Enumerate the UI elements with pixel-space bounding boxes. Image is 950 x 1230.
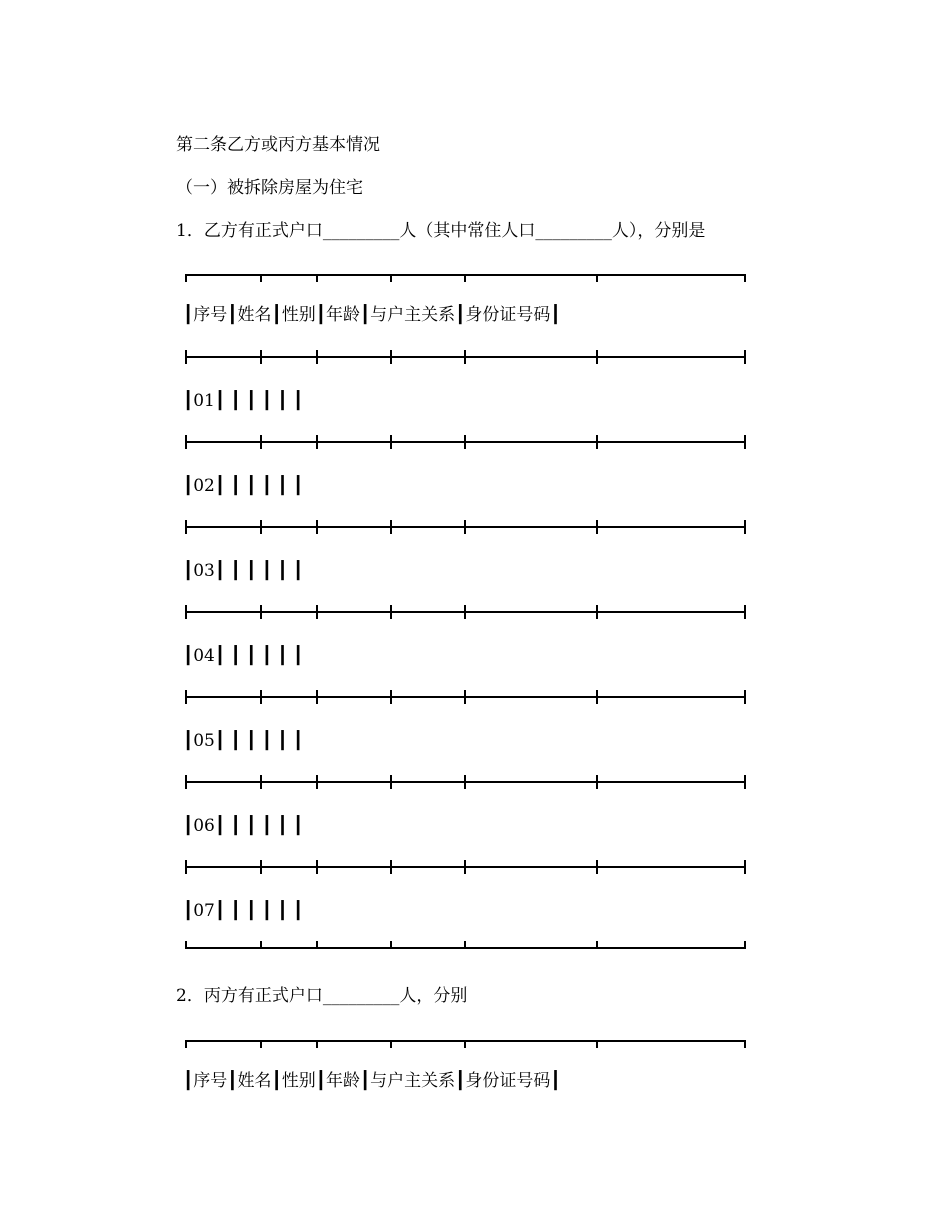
table-column-tick [185,350,187,364]
table-column-tick [390,435,392,449]
table-column-tick [260,941,262,948]
table-column-tick [596,941,598,948]
table-column-tick [390,860,392,874]
table-divider [185,605,746,619]
table-row: ┃07┃ ┃ ┃ ┃ ┃ ┃ [183,901,304,921]
table-column-tick [316,605,318,619]
table-divider [185,350,746,364]
table-column-tick [744,274,746,282]
table-row: ┃01┃ ┃ ┃ ┃ ┃ ┃ [183,391,304,411]
table-row: ┃05┃ ┃ ┃ ┃ ┃ ┃ [183,731,304,751]
table-column-tick [744,690,746,704]
table-column-tick [316,274,318,282]
table-column-tick [316,941,318,948]
table-row: ┃03┃ ┃ ┃ ┃ ┃ ┃ [183,561,304,581]
table-column-tick [596,690,598,704]
table-column-tick [390,520,392,534]
table-column-tick [596,860,598,874]
table-column-tick [390,775,392,789]
table-column-tick [744,350,746,364]
table-column-tick [596,605,598,619]
table-column-tick [464,274,466,282]
table-column-tick [744,1040,746,1048]
table-column-tick [185,435,187,449]
table-divider [185,520,746,534]
table-column-tick [744,605,746,619]
table-divider [185,860,746,874]
table-column-tick [390,941,392,948]
table-column-tick [316,860,318,874]
table-column-tick [390,690,392,704]
table-divider [185,690,746,704]
section-heading: （一）被拆除房屋为住宅 [176,178,363,198]
table-column-tick [316,435,318,449]
table-header-row: ┃序号┃姓名┃性别┃年龄┃与户主关系┃身份证号码┃ [183,1071,561,1091]
table-column-tick [260,605,262,619]
article-title: 第二条乙方或丙方基本情况 [176,135,380,155]
table-column-tick [744,941,746,948]
table-column-tick [464,350,466,364]
table-column-tick [464,605,466,619]
table-column-tick [390,350,392,364]
table-column-tick [744,435,746,449]
table-column-tick [185,605,187,619]
table-bottom-rule [185,941,746,955]
table-column-tick [185,941,187,948]
table-column-tick [464,435,466,449]
table-column-tick [464,1040,466,1048]
table-column-tick [744,520,746,534]
table-column-tick [260,350,262,364]
table-column-tick [316,350,318,364]
table-column-tick [596,775,598,789]
table-column-tick [260,435,262,449]
table-column-tick [316,690,318,704]
table-column-tick [390,274,392,282]
table-top-rule [185,1034,746,1048]
table-column-tick [390,605,392,619]
table-column-tick [596,520,598,534]
table-column-tick [596,1040,598,1048]
table-column-tick [185,775,187,789]
table-column-tick [464,775,466,789]
table-column-tick [744,775,746,789]
table-column-tick [185,1040,187,1048]
table-column-tick [390,1040,392,1048]
table-column-tick [316,775,318,789]
table-column-tick [464,520,466,534]
table-divider [185,435,746,449]
table-row: ┃02┃ ┃ ┃ ┃ ┃ ┃ [183,476,304,496]
table-column-tick [596,274,598,282]
table-column-tick [464,941,466,948]
table-column-tick [316,1040,318,1048]
table-column-tick [185,274,187,282]
table-divider [185,775,746,789]
table-column-tick [316,520,318,534]
table-column-tick [744,860,746,874]
table-column-tick [596,350,598,364]
table-column-tick [260,860,262,874]
table-column-tick [464,860,466,874]
table-column-tick [464,690,466,704]
table-row: ┃04┃ ┃ ┃ ┃ ┃ ┃ [183,646,304,666]
table-column-tick [260,690,262,704]
table-column-tick [185,860,187,874]
table-top-rule [185,268,746,282]
table-header-row: ┃序号┃姓名┃性别┃年龄┃与户主关系┃身份证号码┃ [183,305,561,325]
clause-2: 2．丙方有正式户口_________人，分别 [176,986,468,1006]
table-column-tick [260,520,262,534]
table-column-tick [260,274,262,282]
table-column-tick [260,775,262,789]
table-column-tick [185,520,187,534]
table-row: ┃06┃ ┃ ┃ ┃ ┃ ┃ [183,816,304,836]
table-column-tick [596,435,598,449]
table-column-tick [260,1040,262,1048]
clause-1: 1．乙方有正式户口_________人（其中常住人口_________人），分别是 [176,221,706,241]
table-column-tick [185,690,187,704]
